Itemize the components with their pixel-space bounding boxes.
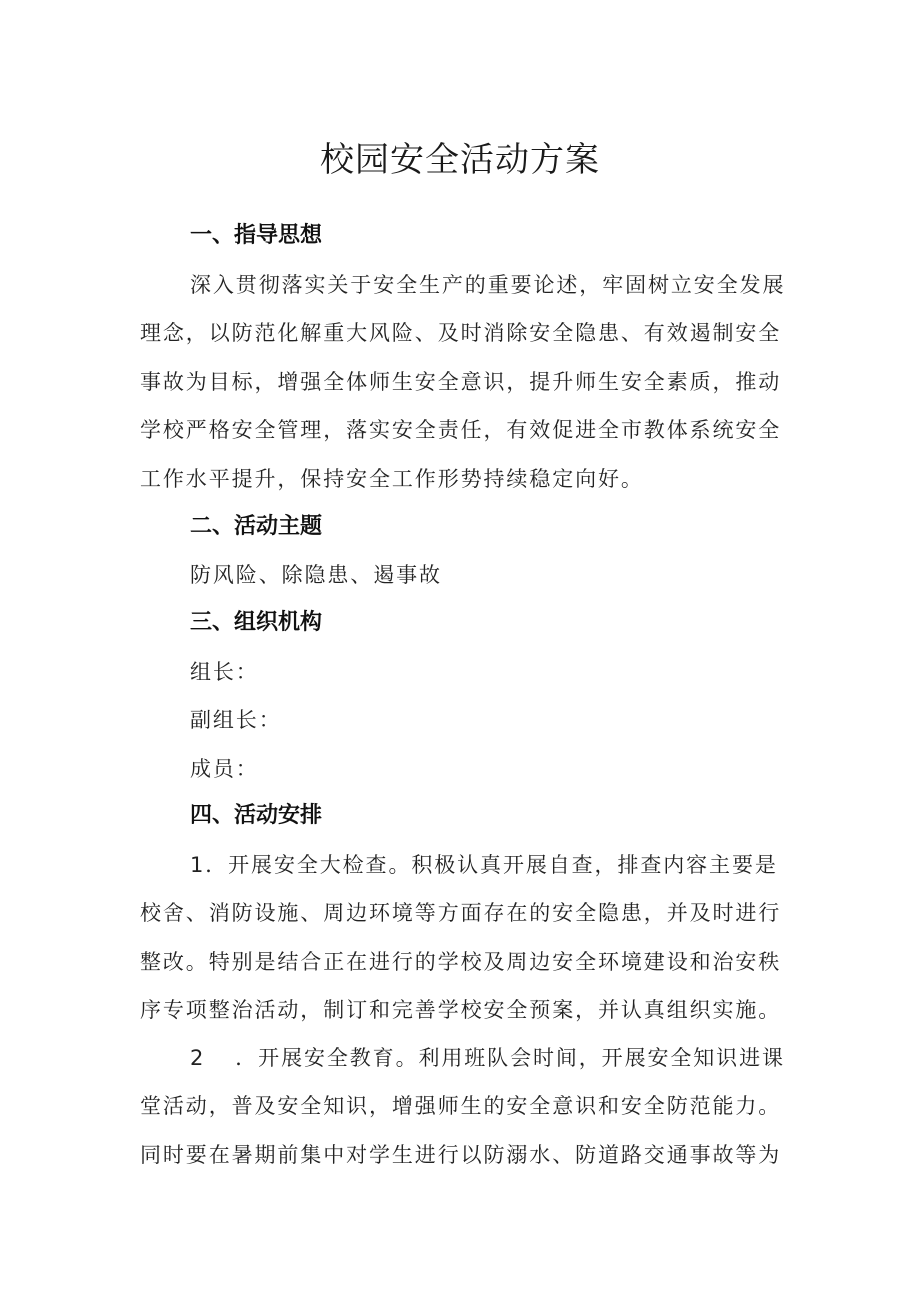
paragraph-line: 理念，以防范化解重大风险、及时消除安全隐患、有效遏制安全 (140, 321, 782, 345)
paragraph-line: 校舍、消防设施、周边环境等方面存在的安全隐患，并及时进行 (140, 901, 782, 925)
paragraph-line: 同时要在暑期前集中对学生进行以防溺水、防道路交通事故等为 (140, 1143, 782, 1167)
activity-theme-text: 防风险、除隐患、遏事故 (190, 563, 442, 587)
deputy-leader-label: 副组长： (190, 708, 282, 732)
section-heading-guiding-ideology: 一、指导思想 (190, 223, 323, 248)
paragraph-line: 深入贯彻落实关于安全生产的重要论述，牢固树立安全发展 (190, 273, 786, 297)
members-label: 成员： (190, 757, 259, 781)
section-heading-organization: 三、组织机构 (190, 610, 323, 635)
section-heading-activity-theme: 二、活动主题 (190, 514, 323, 539)
paragraph-line (190, 1042, 785, 1074)
paragraph-line: 工作水平提升，保持安全工作形势持续稳定向好。 (140, 467, 644, 491)
paragraph-line: 序专项整治活动，制订和完善学校安全预案，并认真组织实施。 (140, 998, 782, 1022)
paragraph-line: 整改。特别是结合正在进行的学校及周边安全环境建设和治安秩 (140, 950, 782, 974)
section-heading-activity-arrangement: 四、活动安排 (190, 803, 323, 828)
paragraph-line: 事故为目标，增强全体师生安全意识，提升师生安全素质，推动 (140, 370, 782, 394)
document-title: 校园安全活动方案 (320, 140, 600, 180)
item-text: ．开展安全教育。利用班队会时间，开展安全知识进课 (235, 1046, 785, 1070)
leader-label: 组长： (190, 660, 259, 684)
paragraph-line: 堂活动，普及安全知识，增强师生的安全意识和安全防范能力。 (140, 1094, 782, 1118)
item-number: 2 (190, 1046, 206, 1070)
paragraph-line: 1．开展安全大检查。积极认真开展自查，排查内容主要是 (190, 853, 778, 877)
paragraph-line: 学校严格安全管理，落实安全责任，有效促进全市教体系统安全 (140, 418, 782, 442)
